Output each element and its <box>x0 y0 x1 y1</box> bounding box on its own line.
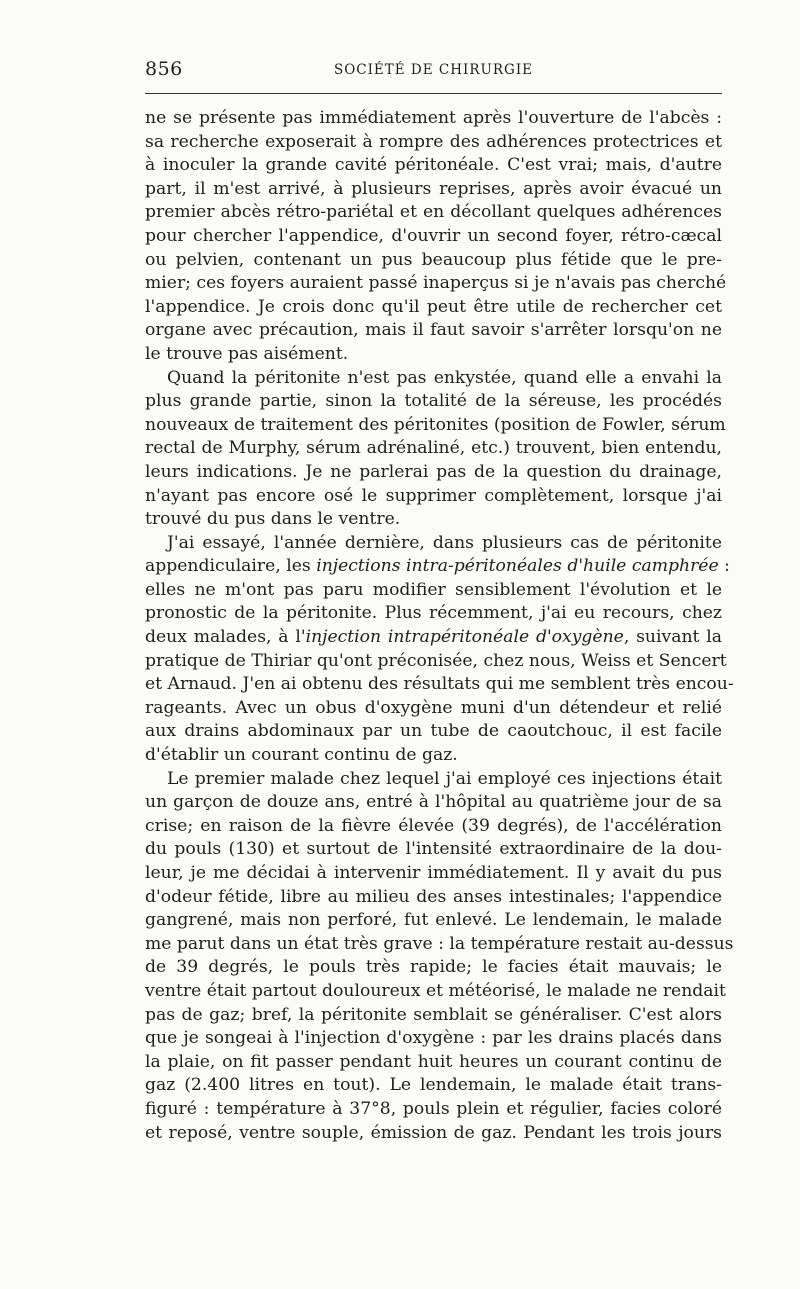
text-line: la plaie, on fit passer pendant huit heures un courant continu de <box>145 1051 722 1072</box>
text-line: J'ai essayé, l'année dernière, dans plusieurs cas de péritonite <box>167 532 722 553</box>
text-line: figuré : température à 37°8, pouls plein et régulier, facies coloré <box>145 1098 722 1119</box>
text-line: leur, je me décidai à intervenir immédiatement. Il y avait du pus <box>145 863 722 883</box>
text-line: nouveaux de traitement des péritonites (position de Fowler, sérum <box>145 414 726 435</box>
text-line: premier abcès rétro-pariétal et en décollant quelques adhérences <box>145 202 722 223</box>
text-line: un garçon de douze ans, entré à l'hôpital au quatrième jour de sa <box>145 792 722 813</box>
text-line: plus grande partie, sinon la totalité de la séreuse, les procédés <box>145 391 722 412</box>
text-line: d'odeur fétide, libre au milieu des anses intestinales; l'appendice <box>145 886 722 907</box>
text-line: sa recherche exposerait à rompre des adhérences protectrices et <box>145 131 722 152</box>
running-header <box>145 54 722 84</box>
italic-term: injection intrapéritonéale d'oxygène <box>305 627 624 648</box>
line-pre: appendiculaire, les <box>145 556 317 577</box>
text-line: du pouls (130) et surtout de l'intensité extraordinaire de la dou- <box>145 839 722 860</box>
text-line: pas de gaz; bref, la péritonite semblait se généraliser. C'est alors <box>145 1004 722 1025</box>
text-line: elles ne m'ont pas paru modifier sensiblement l'évolution et le <box>145 579 722 600</box>
text-line: aux drains abdominaux par un tube de caoutchouc, il est facile <box>145 721 722 742</box>
line-pre: deux malades, à l' <box>145 627 306 648</box>
text-line: part, il m'est arrivé, à plusieurs reprises, après avoir évacué un <box>145 178 722 199</box>
text-line: crise; en raison de la fièvre élevée (39 degrés), de l'accélération <box>145 815 722 836</box>
text-line: pour chercher l'appendice, d'ouvrir un second foyer, rétro-cæcal <box>145 225 722 246</box>
line-post: : <box>718 556 730 577</box>
line-post: , suivant la <box>623 627 722 648</box>
text-line: trouvé du pus dans le ventre. <box>145 509 401 530</box>
text-line: Quand la péritonite n'est pas enkystée, quand elle a envahi la <box>167 367 722 388</box>
text-line: me parut dans un état très grave : la température restait au-dessus <box>145 933 734 954</box>
text-line: et reposé, ventre souple, émission de gaz. Pendant les trois jours <box>145 1122 722 1143</box>
header-rule <box>145 93 722 94</box>
text-line: que je songeai à l'injection d'oxygène : par les drains placés dans <box>145 1028 722 1049</box>
body-text <box>145 107 734 1145</box>
text-line: ventre était partout douloureux et météorisé, le malade ne rendait <box>145 980 726 1001</box>
running-title: SOCIÉTÉ DE CHIRURGIE <box>333 62 534 78</box>
text-line: n'ayant pas encore osé le supprimer complètement, lorsque j'ai <box>145 485 722 506</box>
text-line: de 39 degrés, le pouls très rapide; le facies était mauvais; le <box>145 957 722 978</box>
text-line: organe avec précaution, mais il faut savoir s'arrêter lorsqu'on ne <box>145 320 722 341</box>
text-line: gangrené, mais non perforé, fut enlevé. Le lendemain, le malade <box>145 910 722 931</box>
text-line: Le premier malade chez lequel j'ai employé ces injections était <box>167 768 722 789</box>
page-number: 856 <box>145 58 183 80</box>
text-line <box>145 555 730 579</box>
text-line: ou pelvien, contenant un pus beaucoup plus fétide que le pre- <box>145 249 722 270</box>
text-line: leurs indications. Je ne parlerai pas de la question du drainage, <box>145 461 722 482</box>
text-line: rectal de Murphy, sérum adrénaliné, etc.) trouvent, bien entendu, <box>145 438 722 459</box>
text-line: ne se présente pas immédiatement après l'ouverture de l'abcès : <box>145 108 722 128</box>
text-line: mier; ces foyers auraient passé inaperçus si je n'avais pas cherché <box>145 273 727 294</box>
text-line: rageants. Avec un obus d'oxygène muni d'un détendeur et relié <box>145 697 722 718</box>
text-line: l'appendice. Je crois donc qu'il peut être utile de rechercher cet <box>145 296 722 317</box>
text-line: le trouve pas aisément. <box>145 343 349 364</box>
text-line: à inoculer la grande cavité péritonéale. C'est vrai; mais, d'autre <box>145 155 722 176</box>
text-line: gaz (2.400 litres en tout). Le lendemain, le malade était trans- <box>145 1075 722 1096</box>
text-line: pratique de Thiriar qu'ont préconisée, chez nous, Weiss et Sencert <box>145 650 727 671</box>
text-line: pronostic de la péritonite. Plus récemment, j'ai eu recours, chez <box>145 603 722 624</box>
text-line <box>145 626 722 650</box>
text-line: d'établir un courant continu de gaz. <box>145 745 458 766</box>
italic-term: injections intra-péritonéales d'huile camphrée <box>316 556 719 577</box>
text-line: et Arnaud. J'en ai obtenu des résultats qui me semblent très encou- <box>145 674 734 695</box>
